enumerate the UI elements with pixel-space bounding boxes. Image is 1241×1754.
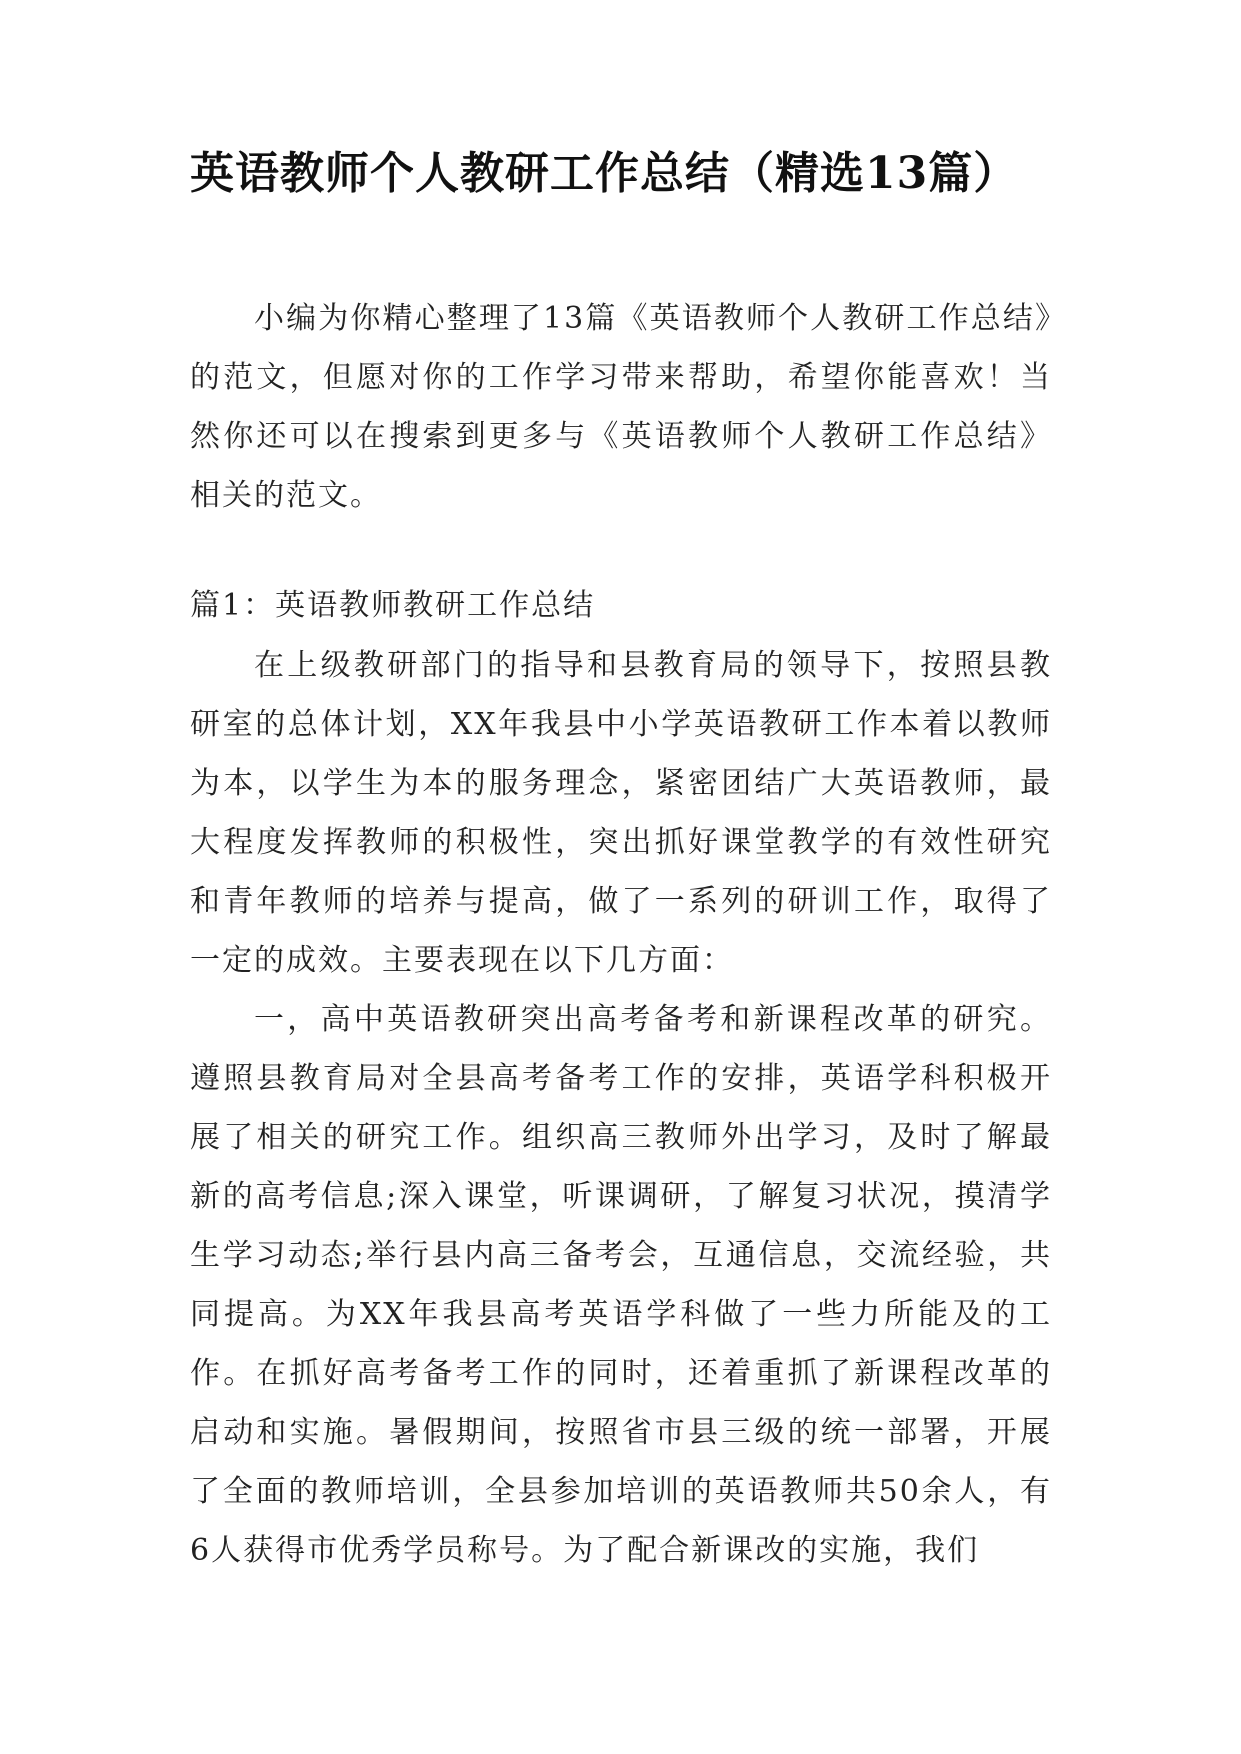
body-paragraph-2: 一，高中英语教研突出高考备考和新课程改革的研究。遵照县教育局对全县高考备考工作的安排，英语学科积极开展了相关的研究工作。组织高三教师外出学习，及时了解最新的高考信息;深入课堂，听课调研，了解复习状况，摸清学生学习动态;举行县内高三备考会，互通信息，交流经验，共同提高。为XX年我县高考英语学科做了一些力所能及的工作。在抓好高考备考工作的同时，还着重抓了新课程改革的启动和实施。暑假期间，按照省市县三级的统一部署，开展了全面的教师培训，全县参加培训的英语教师共50余人，有6人获得市优秀学员称号。为了配合新课改的实施，我们 <box>190 1002 1052 1568</box>
section-heading: 篇1：英语教师教研工作总结 <box>190 588 596 623</box>
body-paragraph-1: 在上级教研部门的指导和县教育局的领导下，按照县教研室的总体计划，XX年我县中小学英语教研工作本着以教师为本，以学生为本的服务理念，紧密团结广大英语教师，最大程度发挥教师的积极性，突出抓好课堂教学的有效性研究和青年教师的培养与提高，做了一系列的研训工作，取得了一定的成效。主要表现在以下几方面： <box>190 648 1052 978</box>
intro-paragraph: 小编为你精心整理了13篇《英语教师个人教研工作总结》的范文，但愿对你的工作学习带来帮助，希望你能喜欢！当然你还可以在搜索到更多与《英语教师个人教研工作总结》相关的范文。 <box>190 301 1052 513</box>
document-title: 英语教师个人教研工作总结（精选13篇） <box>190 148 1019 199</box>
